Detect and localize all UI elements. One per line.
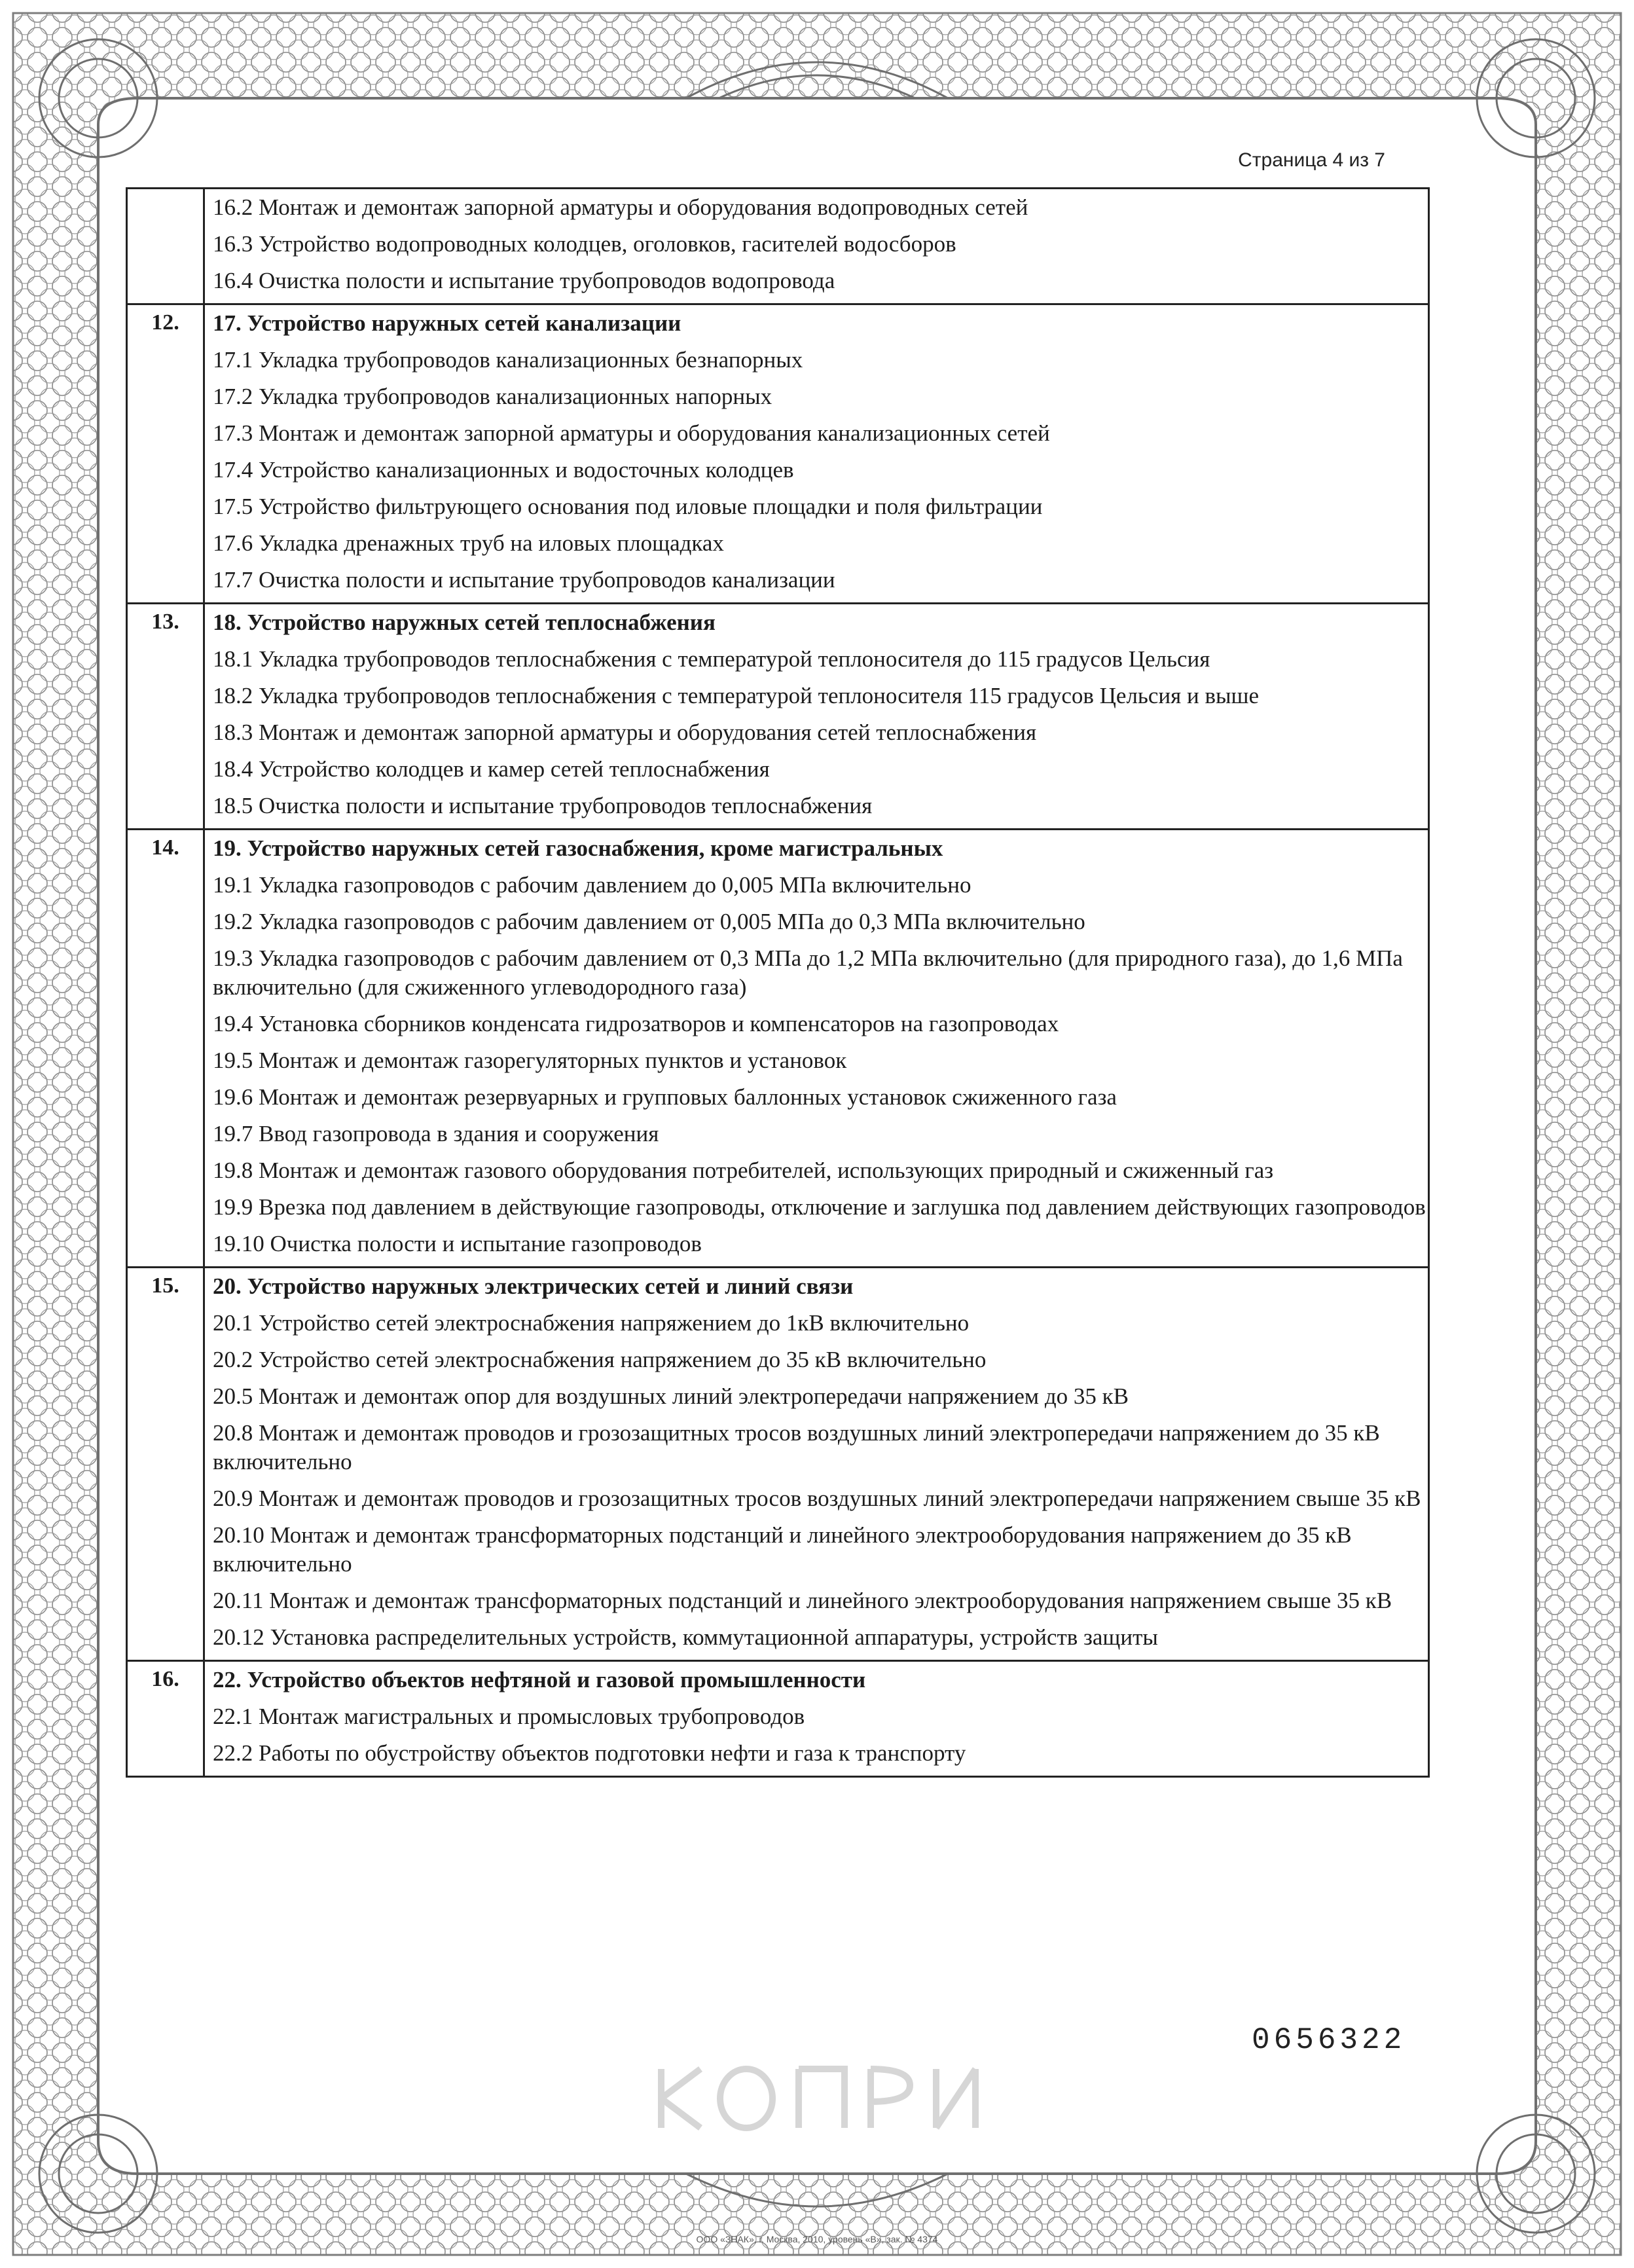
list-item: 22.2 Работы по обустройству объектов подготовки нефти и газа к транспорту — [213, 1740, 966, 1766]
list-item: 18.4 Устройство колодцев и камер сетей теплоснабжения — [213, 756, 770, 782]
list-item: 19.10 Очистка полости и испытание газопроводов — [213, 1231, 702, 1256]
list-item: 19.4 Установка сборников конденсата гидрозатворов и компенсаторов на газопроводах — [213, 1011, 1059, 1036]
list-item: 20.1 Устройство сетей электроснабжения напряжением до 1кВ включительно — [213, 1310, 970, 1336]
list-item: 19.5 Монтаж и демонтаж газорегуляторных пунктов и установок — [213, 1048, 847, 1073]
list-item: 19.8 Монтаж и демонтаж газового оборудования потребителей, использующих природный и сжиженный газ — [213, 1158, 1274, 1183]
list-item: 20.8 Монтаж и демонтаж проводов и грозозащитных тросов воздушных линий электропередачи напряжением до 35 кВ включительно — [213, 1420, 1380, 1474]
row-number: 14. — [127, 830, 204, 1268]
list-item: 19.3 Укладка газопроводов с рабочим давлением от 0,3 МПа до 1,2 МПа включительно (для природного газа), до 1,6 МПа включительно (для сжиженного углеводородного газа) — [213, 945, 1403, 1000]
work-types-table — [126, 187, 1430, 1778]
list-item: 18.5 Очистка полости и испытание трубопроводов теплоснабжения — [213, 793, 873, 818]
list-item: 17.6 Укладка дренажных труб на иловых площадках — [213, 530, 724, 556]
list-item: 20.10 Монтаж и демонтаж трансформаторных подстанций и линейного электрооборудования напряжением до 35 кВ включительно — [213, 1522, 1352, 1577]
list-item: 16.3 Устройство водопроводных колодцев, оголовков, гасителей водосборов — [213, 231, 956, 257]
table-row — [127, 1661, 1429, 1777]
list-item: 17.3 Монтаж и демонтаж запорной арматуры и оборудования канализационных сетей — [213, 420, 1050, 446]
list-item: 18.3 Монтаж и демонтаж запорной арматуры и оборудования сетей теплоснабжения — [213, 720, 1037, 745]
list-item: 17.5 Устройство фильтрующего основания под иловые площадки и поля фильтрации — [213, 494, 1043, 519]
row-content — [204, 189, 1429, 304]
row-content — [204, 1268, 1429, 1661]
list-item: 17.7 Очистка полости и испытание трубопроводов канализации — [213, 567, 835, 593]
table-row — [127, 189, 1429, 304]
row-number — [127, 189, 204, 304]
list-item: 17.4 Устройство канализационных и водосточных колодцев — [213, 457, 794, 483]
group-title: 18. Устройство наружных сетей теплоснабжения — [213, 610, 716, 635]
list-item: 22.1 Монтаж магистральных и промысловых трубопроводов — [213, 1704, 805, 1729]
row-number: 16. — [127, 1661, 204, 1777]
list-item: 19.9 Врезка под давлением в действующие газопроводы, отключение и заглушка под давлением действующих газопроводов — [213, 1194, 1426, 1220]
list-item: 20.9 Монтаж и демонтаж проводов и грозозащитных тросов воздушных линий электропередачи напряжением свыше 35 кВ — [213, 1486, 1421, 1511]
serial-number: 0656322 — [1252, 2023, 1406, 2057]
row-content — [204, 304, 1429, 604]
table-row — [127, 604, 1429, 830]
list-item: 18.1 Укладка трубопроводов теплоснабжения с температурой теплоносителя до 115 градусов Цельсия — [213, 646, 1210, 672]
row-content — [204, 604, 1429, 830]
row-number: 15. — [127, 1268, 204, 1661]
table-row — [127, 304, 1429, 604]
list-item: 19.7 Ввод газопровода в здания и сооружения — [213, 1121, 659, 1146]
group-title: 19. Устройство наружных сетей газоснабжения, кроме магистральных — [213, 835, 943, 861]
group-title: 17. Устройство наружных сетей канализации — [213, 310, 681, 336]
page-number: Страница 4 из 7 — [1238, 149, 1385, 171]
list-item: 20.5 Монтаж и демонтаж опор для воздушных линий электропередачи напряжением до 35 кВ — [213, 1383, 1129, 1409]
printer-imprint: ООО «ЗНАК», г. Москва, 2010, уровень «В», зак. № 4374 — [696, 2234, 938, 2244]
list-item: 20.2 Устройство сетей электроснабжения напряжением до 35 кВ включительно — [213, 1347, 987, 1372]
row-number: 12. — [127, 304, 204, 604]
copy-stamp-watermark — [648, 2062, 989, 2134]
row-number: 13. — [127, 604, 204, 830]
table-row — [127, 1268, 1429, 1661]
list-item: 18.2 Укладка трубопроводов теплоснабжения с температурой теплоносителя 115 градусов Цельсия и выше — [213, 683, 1260, 708]
group-title: 20. Устройство наружных электрических сетей и линий связи — [213, 1273, 854, 1299]
list-item: 20.11 Монтаж и демонтаж трансформаторных подстанций и линейного электрооборудования напряжением свыше 35 кВ — [213, 1588, 1392, 1613]
group-title: 22. Устройство объектов нефтяной и газовой промышленности — [213, 1667, 866, 1692]
list-item: 17.1 Укладка трубопроводов канализационных безнапорных — [213, 347, 803, 373]
list-item: 20.12 Установка распределительных устройств, коммутационной аппаратуры, устройств защиты — [213, 1624, 1158, 1650]
list-item: 16.4 Очистка полости и испытание трубопроводов водопровода — [213, 268, 835, 293]
list-item: 19.6 Монтаж и демонтаж резервуарных и групповых баллонных установок сжиженного газа — [213, 1084, 1117, 1110]
row-content — [204, 1661, 1429, 1777]
table-row — [127, 830, 1429, 1268]
list-item: 17.2 Укладка трубопроводов канализационных напорных — [213, 384, 772, 409]
list-item: 19.2 Укладка газопроводов с рабочим давлением от 0,005 МПа до 0,3 МПа включительно — [213, 909, 1085, 934]
row-content — [204, 830, 1429, 1268]
list-item: 16.2 Монтаж и демонтаж запорной арматуры и оборудования водопроводных сетей — [213, 194, 1028, 220]
list-item: 19.1 Укладка газопроводов с рабочим давлением до 0,005 МПа включительно — [213, 872, 971, 898]
